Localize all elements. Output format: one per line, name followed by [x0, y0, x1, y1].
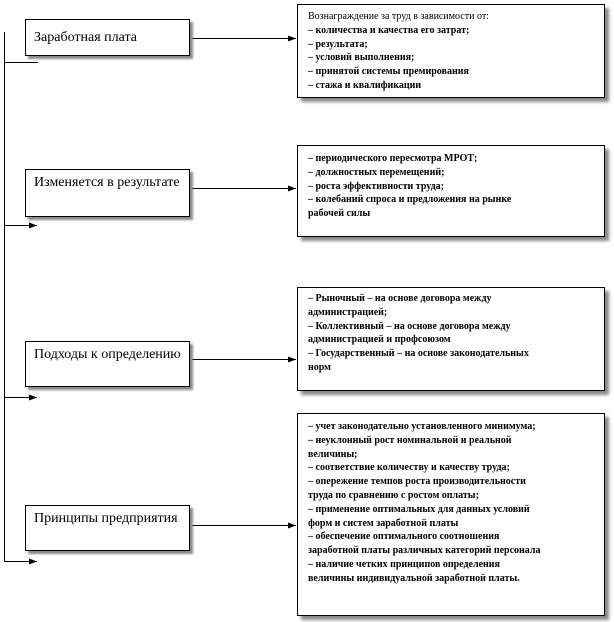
description-line: – колебаний спроса и предложения на рынке [308, 194, 512, 206]
description-line: – опережение темпов роста производительности [308, 476, 526, 488]
description-line: – Государственный – на основе законодательных [308, 348, 529, 360]
description-line: – наличие четких принципов определения [308, 558, 500, 570]
category-box-changes [25, 169, 190, 217]
description-line: величины индивидуальной заработной платы. [308, 572, 520, 584]
description-line: труда по сравнению с ростом оплаты; [308, 489, 479, 501]
description-line: – учет законодательно установленного минимума; [308, 421, 536, 432]
description-line: – периодического пересмотра МРОТ; [308, 153, 478, 164]
description-line: рабочей силы [308, 208, 371, 220]
description-line: – Рыночный – на основе договора между [308, 293, 492, 304]
description-line: – результата; [308, 38, 368, 50]
category-box-salary [25, 19, 190, 56]
description-line: – обеспечение оптимального соотношения [308, 531, 500, 543]
description-line: – принятой системы премирования [308, 66, 469, 78]
category-label: Заработная плата [34, 30, 137, 45]
description-line: – соответствие количеству и качеству труда; [308, 462, 510, 474]
description-line: – условий выполнения; [308, 52, 415, 64]
description-line: – должностных перемещений; [308, 166, 445, 178]
description-line: величины; [308, 448, 358, 460]
category-box-principles [25, 505, 190, 551]
description-box-principles [297, 413, 605, 616]
description-line: администрацией и профсоюзом [308, 334, 451, 346]
description-line: – стажа и квалификации [308, 79, 422, 91]
category-label: Изменяется в результате [34, 175, 180, 190]
description-line: – применение оптимальных для данных условий [308, 503, 530, 515]
category-box-approaches [25, 341, 190, 387]
description-line: администрацией; [308, 306, 388, 318]
category-label: Подходы к определению [34, 347, 181, 362]
description-line: – роста эффективности труда; [308, 180, 445, 192]
description-line: заработной платы различных категорий персонала [308, 545, 541, 557]
description-line: – Коллективный – на основе договора между [308, 320, 511, 332]
description-line: норм [308, 361, 331, 373]
description-box-approaches [297, 287, 605, 391]
description-box-changes [297, 145, 605, 237]
description-line: – количества и качества его затрат; [308, 24, 470, 36]
description-line: форм и систем заработной платы [308, 517, 459, 529]
description-line: – неуклонный рост номинальной и реальной [308, 434, 512, 446]
description-line: Вознаграждение за труд в зависимости от: [308, 11, 489, 22]
description-box-salary [297, 4, 605, 98]
category-label: Принципы предприятия [34, 511, 178, 526]
